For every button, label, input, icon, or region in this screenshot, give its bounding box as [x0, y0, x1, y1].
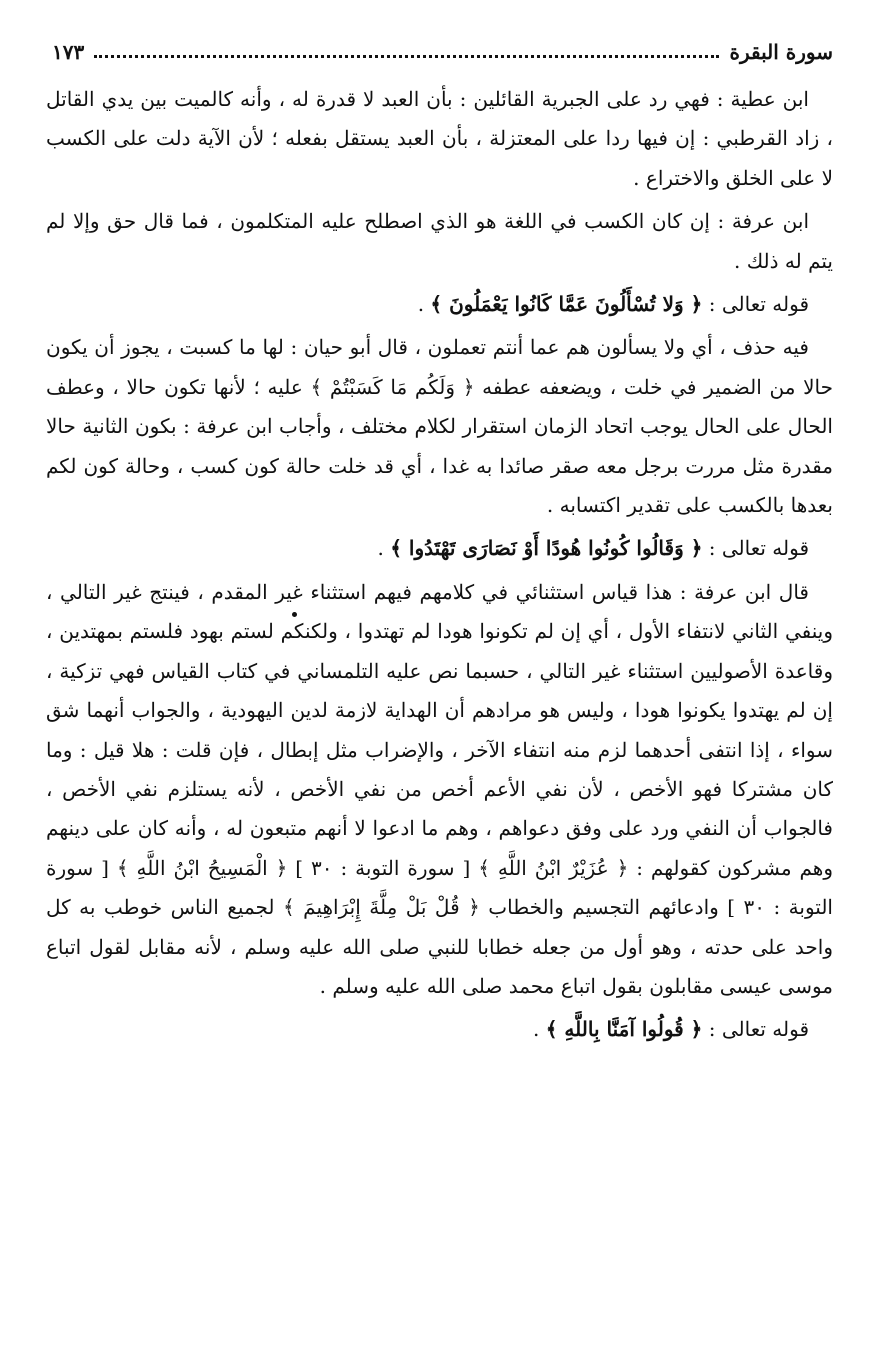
paragraph-ibn-arafa-kasb: ابن عرفة : إن كان الكسب في اللغة هو الذي اصطلح عليه المتكلمون ، فما قال حق وإلا لم يتم له ذلك . — [46, 209, 833, 273]
verse-heading-suffix: . — [533, 1017, 546, 1042]
paragraph-qiyas: قال ابن عرفة : هذا قياس استثنائي في كلامهم فيهم استثناء غير المقدم ، فينتج غير التالي ، وينفي الثاني لانتفاء الأول ، أي إن لم تكونوا هودا لم تهتدوا ، ولكنكم لستم بهود فلستم بمهتدين ، وقاعدة الأصوليين استثناء غير التالي ، حسبما نص عليه التلمساني في كتاب القياس فهي تزكية ، إن لم يهتدوا يكونوا هودا ، وليس هو مرادهم أن الهداية لازمة لدين اليهودية ، والجواب أنهما شق سواء ، إذا انتفى أحدهما لزم منه انتفاء الآخر ، والإضراب مثل إبطال ، فإن قلت : هلا قيل : وما كان مشتركا فهو الأخص ، لأن نفي الأعم أخص من نفي الأخص ، لأنه يستلزم نفي الأخص ، فالجواب أن النفي ورد على وفق دعواهم ، وهم ما ادعوا لا أنهم متبعون له ، وأنه كان على دينهم وهم مشركون كقولهم : ﴿ عُزَيْرٌ ابْنُ اللَّهِ ﴾ [ سورة التوبة : ٣٠ ] ﴿ الْمَسِيحُ ابْنُ اللَّهِ ﴾ [ سورة التوبة : ٣٠ ] وادعائهم التجسيم والخطاب ﴿ قُلْ بَلْ مِلَّةَ إِبْرَاهِيمَ ﴾ لجميع الناس خوطب به كل واحد على حدته ، وهو أول من جعله خطابا للنبي صلى الله عليه وسلم ، لأنه مقابل لقول اتباع موسى عيسى مقابلون بقول اتباع محمد صلى الله عليه وسلم . — [46, 579, 833, 998]
verse-heading-suffix: . — [377, 536, 391, 561]
quran-verse: ﴿ وَقَالُوا كُونُوا هُودًا أَوْ نَصَارَى تَهْتَدُوا ﴾ — [390, 536, 703, 561]
page-number: ١٧٣ — [52, 40, 85, 64]
verse-heading — [46, 285, 833, 324]
verse-heading — [46, 529, 833, 568]
print-speck — [292, 612, 297, 617]
quran-verse: ﴿ قُولُوا آمَنَّا بِاللَّهِ ﴾ — [545, 1017, 703, 1042]
page-body — [46, 80, 833, 1352]
paragraph-ibn-atiyya: ابن عطية : فهي رد على الجبرية القائلين : بأن العبد لا قدرة له ، وأنه كالميت بين يدي القاتل ، زاد القرطبي : إن فيها ردا على المعتزلة ، بأن العبد يستقل بفعله ؛ لأن الآية دلت على الكسب لا على الخلق والاختراع . — [46, 87, 833, 190]
verse-heading-prefix: قوله تعالى : — [702, 536, 809, 561]
page-header — [52, 34, 833, 70]
header-dotted-leader — [94, 55, 719, 58]
paragraph-hadhf: فيه حذف ، أي ولا يسألون هم عما أنتم تعملون ، قال أبو حيان : لها ما كسبت ، يجوز أن يكون حالا من الضمير في خلت ، ويضعفه عطفه ﴿ وَلَكُم مَا كَسَبْتُمْ ﴾ عليه ؛ لأنها تكون حالا ، وعطف الحال على الحال يوجب اتحاد الزمان استقرار لكلام مختلف ، وأجاب ابن عرفة : بكون الثانية حالا مقدرة مثل مررت برجل معه صقر صائدا به غدا ، أي قد خلت حالة كون كسب ، وحالة كون لكم بعدها بالكسب على تقدير اكتسابه . — [46, 335, 833, 518]
verse-heading-prefix: قوله تعالى : — [702, 1017, 809, 1042]
verse-heading-suffix: . — [417, 292, 431, 317]
verse-heading — [46, 1010, 833, 1049]
quran-verse: ﴿ وَلا تُسْأَلُونَ عَمَّا كَانُوا يَعْمَلُونَ ﴾ — [430, 292, 703, 317]
verse-heading-prefix: قوله تعالى : — [702, 292, 809, 317]
surah-title: سورة البقرة — [729, 40, 833, 64]
